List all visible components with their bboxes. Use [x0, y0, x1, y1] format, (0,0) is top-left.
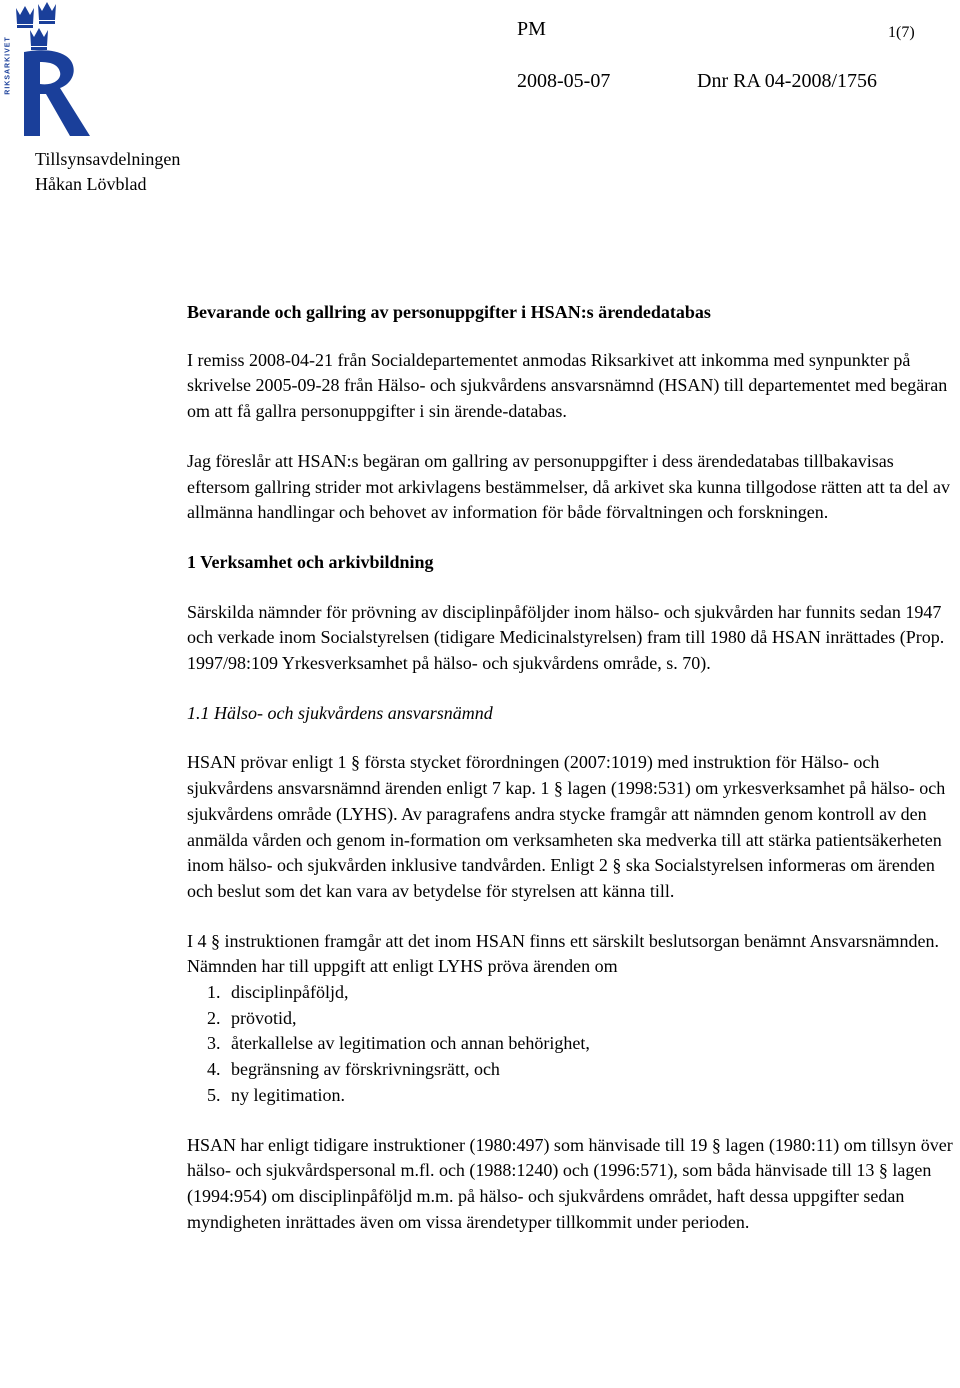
- document-title: Bevarande och gallring av personuppgifter i HSAN:s ärendedatabas: [187, 302, 711, 322]
- section-heading: 1 Verksamhet och arkivbildning: [187, 551, 434, 572]
- paragraph: Jag föreslår att HSAN:s begäran om gallring av personuppgifter i dess ärendedatabas tillbakavisas eftersom gallring strider mot arkivlagens bestämmelser, då arkivet ska kunna tillgodose rätten att ta del av allmänna handlingar och behovet av information för både förvaltningen och forskningen.: [187, 450, 951, 523]
- list-item: 3. återkallelse av legitimation och annan behörighet,: [225, 1031, 959, 1057]
- doc-date: 2008-05-07: [517, 70, 611, 92]
- crown-icon: [16, 6, 34, 28]
- doc-type: PM: [517, 18, 546, 40]
- paragraph: I remiss 2008-04-21 från Socialdepartementet anmodas Riksarkivet att inkomma med synpunkter på skrivelse 2005-09-28 från Hälso- och sjukvårdens ansvarsnämnd (HSAN) till departementet med begäran om att få gallra personuppgifter i sin ärende-databas.: [187, 349, 948, 422]
- list-item: 4. begränsning av förskrivningsrätt, och: [225, 1057, 959, 1083]
- logo-brand-text: RIKSARKIVET: [4, 36, 12, 95]
- paragraph: HSAN har enligt tidigare instruktioner (1980:497) som hänvisade till 19 § lagen (1980:11) om tillsyn över hälso- och sjukvårdspersonal m.fl. och (1988:1240) och (1996:571), som båda hänvisade till 13 § lagen (1994:954) om disciplinpåföljd m.m. på hälso- och sjukvårdens området, haft dessa uppgifter sedan myndigheten inrättades även om vissa ärendetyper tillkommit under perioden.: [187, 1134, 953, 1232]
- diary-number: Dnr RA 04-2008/1756: [697, 70, 877, 92]
- subsection-heading: 1.1 Hälso- och sjukvårdens ansvarsnämnd: [187, 702, 493, 723]
- document-body: [187, 300, 959, 1259]
- list-item: 1. disciplinpåföljd,: [225, 980, 959, 1006]
- crown-icon: [38, 2, 56, 24]
- sender-block: [35, 147, 180, 197]
- page-number: 1(7): [888, 24, 915, 41]
- paragraph: HSAN prövar enligt 1 § första stycket förordningen (2007:1019) med instruktion för Hälso- och sjukvårdens ansvarsnämnd ärenden enligt 7 kap. 1 § lagen (1998:531) om yrkesverksamhet på hälso- och sjukvårdens område (LYHS). Av paragrafens andra stycke framgår att nämnden genom kontroll av den anmälda vården och genom in-formation om verksamheten ska medverka till att stärka patientsäkerheten inom hälso- och sjukvården inklusive tandvården. Enligt 2 § ska Socialstyrelsen informeras om ärenden och beslut som det kan vara av betydelse för styrelsen att känna till.: [187, 752, 946, 901]
- list-item: 5. ny legitimation.: [225, 1083, 959, 1109]
- crown-icon: [30, 28, 48, 50]
- paragraph: I 4 § instruktionen framgår att det inom HSAN finns ett särskilt beslutsorgan benämnt Ansvarsnämnden. Nämnden har till uppgift att enligt LYHS pröva ärenden om: [187, 930, 940, 977]
- sender-department: Tillsynsavdelningen: [35, 149, 181, 169]
- sender-name: Håkan Lövblad: [35, 174, 147, 194]
- numbered-list: [187, 980, 959, 1109]
- riksarkivet-logo: [0, 0, 96, 138]
- list-item: 2. prövotid,: [225, 1006, 959, 1032]
- paragraph: Särskilda nämnder för prövning av disciplinpåföljder inom hälso- och sjukvården har funnits sedan 1947 och verkade inom Socialstyrelsen (tidigare Medicinalstyrelsen) fram till 1980 då HSAN inrättades (Prop. 1997/98:109 Yrkesverksamhet på hälso- och sjukvårdens område, s. 70).: [187, 601, 945, 674]
